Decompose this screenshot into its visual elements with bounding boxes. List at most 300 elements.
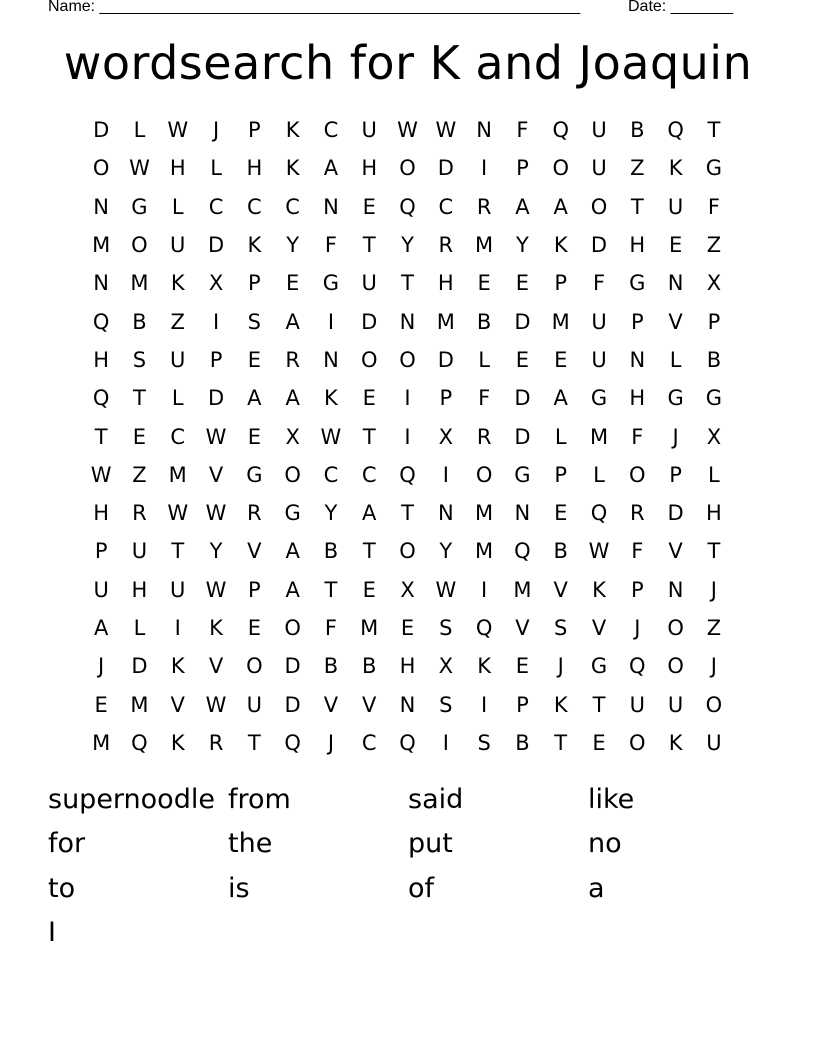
grid-cell: D — [437, 156, 454, 181]
grid-cell: N — [93, 271, 109, 296]
grid-cell: P — [707, 309, 721, 334]
grid-cell: W — [129, 156, 150, 181]
grid-cell: Q — [399, 194, 416, 219]
grid-cell: W — [167, 118, 189, 143]
word-list-item: put — [408, 828, 453, 860]
grid-cell: T — [362, 539, 376, 564]
grid-cell: D — [514, 424, 531, 449]
grid-cell: K — [247, 233, 262, 258]
grid-cell: N — [476, 118, 492, 143]
grid-cell: H — [131, 577, 148, 602]
grid-cell: J — [557, 654, 564, 679]
grid-cell: N — [323, 194, 339, 219]
grid-cell: A — [285, 386, 300, 411]
grid-cell: O — [246, 654, 263, 679]
grid-cell: J — [634, 616, 641, 640]
grid-cell: V — [208, 462, 224, 487]
grid-cell: V — [668, 539, 683, 564]
grid-cell: T — [554, 730, 568, 755]
grid-cell: U — [629, 692, 645, 717]
grid-cell: K — [668, 730, 683, 755]
grid-cell: G — [590, 386, 608, 411]
grid-cell: H — [246, 156, 263, 181]
grid-cell: C — [361, 730, 377, 755]
grid-cell: R — [476, 424, 492, 449]
grid-cell: K — [170, 271, 185, 296]
word-list-item: the — [228, 828, 273, 860]
grid-cell: H — [93, 347, 110, 372]
grid-cell: Z — [132, 462, 147, 487]
grid-cell: O — [284, 616, 301, 640]
grid-cell: Q — [92, 309, 110, 334]
grid-cell: X — [400, 577, 415, 602]
grid-cell: Z — [170, 309, 185, 334]
grid-cell: W — [205, 501, 227, 526]
grid-cell: S — [439, 616, 453, 640]
grid-cell: H — [629, 233, 646, 258]
grid-cell: M — [513, 577, 532, 602]
grid-cell: W — [205, 692, 227, 717]
grid-cell: D — [284, 692, 301, 717]
grid-cell: G — [629, 271, 646, 296]
grid-cell: R — [438, 233, 454, 258]
grid-cell: O — [705, 692, 723, 717]
grid-cell: G — [705, 386, 723, 411]
grid-cell: J — [327, 730, 335, 755]
grid-cell: P — [630, 309, 644, 334]
grid-cell: D — [361, 309, 378, 334]
grid-cell: Z — [706, 616, 722, 640]
grid-cell: C — [170, 424, 186, 449]
grid-cell: K — [477, 654, 491, 679]
letter-grid — [82, 111, 733, 762]
grid-cell: Q — [475, 616, 493, 640]
grid-cell: D — [207, 386, 225, 411]
grid-cell: V — [247, 539, 262, 564]
grid-cell: R — [285, 347, 300, 372]
grid-cell: O — [131, 233, 148, 258]
grid-cell: N — [629, 347, 646, 372]
grid-cell: I — [481, 577, 488, 602]
grid-cell: K — [170, 654, 185, 679]
grid-cell: I — [442, 462, 449, 487]
grid-cell: A — [93, 616, 109, 640]
grid-cell: U — [591, 118, 607, 143]
grid-cell: Q — [590, 501, 608, 526]
grid-cell: P — [630, 577, 644, 602]
grid-cell: T — [707, 539, 721, 564]
grid-cell: E — [515, 347, 530, 372]
grid-cell: T — [362, 233, 376, 258]
grid-cell: I — [404, 386, 411, 411]
grid-cell: M — [130, 271, 149, 296]
grid-cell: B — [362, 654, 377, 679]
grid-cell: U — [246, 692, 263, 717]
grid-cell: T — [247, 730, 261, 755]
grid-cell: O — [667, 616, 684, 640]
grid-cell: T — [401, 271, 414, 296]
grid-cell: I — [212, 309, 220, 334]
grid-cell: V — [323, 692, 339, 717]
grid-cell: L — [171, 194, 184, 219]
grid-cell: L — [210, 156, 222, 181]
grid-cell: H — [706, 501, 722, 526]
grid-cell: N — [667, 271, 684, 296]
grid-cell: P — [669, 462, 682, 487]
grid-cell: Q — [399, 730, 416, 755]
grid-cell: K — [170, 730, 185, 755]
grid-cell: U — [170, 347, 186, 372]
word-list-item: is — [228, 872, 250, 904]
grid-cell: G — [284, 501, 301, 526]
grid-cell: M — [360, 616, 379, 640]
grid-cell: G — [131, 194, 148, 219]
grid-cell: M — [551, 309, 570, 334]
grid-cell: C — [285, 194, 300, 219]
grid-cell: A — [515, 194, 530, 219]
grid-cell: E — [554, 501, 568, 526]
grid-cell: R — [247, 501, 262, 526]
grid-cell: C — [438, 194, 454, 219]
grid-cell: F — [631, 539, 644, 564]
grid-cell: Q — [667, 118, 684, 143]
grid-cell: O — [667, 654, 684, 679]
grid-cell: C — [208, 194, 224, 219]
grid-cell: F — [324, 616, 337, 640]
grid-cell: U — [170, 233, 186, 258]
grid-cell: B — [630, 118, 645, 143]
grid-cell: G — [514, 462, 531, 487]
grid-cell: P — [554, 271, 568, 296]
grid-cell: P — [248, 271, 261, 296]
grid-cell: O — [399, 539, 416, 564]
grid-cell: U — [361, 271, 377, 296]
grid-cell: M — [475, 501, 494, 526]
grid-cell: M — [436, 309, 455, 334]
grid-cell: G — [246, 462, 263, 487]
grid-cell: D — [514, 309, 531, 334]
grid-cell: U — [591, 347, 607, 372]
grid-cell: W — [167, 501, 189, 526]
grid-cell: G — [667, 386, 684, 411]
grid-cell: P — [209, 347, 223, 372]
grid-cell: K — [668, 156, 683, 181]
grid-cell: D — [207, 233, 225, 258]
grid-cell: U — [170, 577, 186, 602]
grid-cell: B — [553, 539, 568, 564]
grid-cell: O — [284, 462, 301, 487]
grid-cell: N — [667, 577, 684, 602]
grid-cell: C — [361, 462, 377, 487]
word-list-item: for — [48, 828, 86, 860]
word-list-item: from — [228, 784, 291, 815]
grid-cell: A — [247, 386, 262, 411]
grid-cell: E — [285, 271, 300, 296]
grid-cell: E — [515, 271, 530, 296]
grid-cell: P — [248, 118, 261, 143]
grid-cell: T — [171, 539, 185, 564]
grid-cell: L — [554, 424, 567, 449]
grid-cell: J — [672, 424, 679, 449]
grid-cell: F — [707, 194, 720, 219]
grid-cell: O — [399, 156, 416, 181]
grid-cell: O — [360, 347, 378, 372]
grid-cell: N — [399, 309, 416, 334]
word-list-item: supernoodle — [48, 784, 215, 815]
grid-cell: U — [667, 692, 684, 717]
grid-cell: H — [437, 271, 454, 296]
grid-cell: Y — [286, 233, 300, 258]
grid-cell: M — [92, 233, 111, 258]
grid-cell: J — [710, 654, 717, 679]
grid-cell: B — [323, 539, 339, 564]
grid-cell: S — [477, 730, 491, 755]
word-list-item: no — [588, 828, 622, 860]
grid-cell: T — [707, 118, 721, 143]
grid-cell: V — [591, 616, 607, 640]
grid-cell: T — [362, 424, 376, 449]
grid-cell: Z — [630, 156, 645, 181]
grid-cell: Y — [516, 233, 529, 258]
grid-cell: X — [706, 271, 722, 296]
grid-cell: E — [247, 347, 261, 372]
grid-cell: A — [362, 501, 377, 526]
grid-cell: E — [362, 386, 376, 411]
grid-cell: W — [397, 118, 418, 143]
grid-cell: E — [477, 271, 491, 296]
grid-cell: B — [323, 654, 339, 679]
grid-cell: B — [476, 309, 492, 334]
grid-cell: I — [404, 424, 411, 449]
grid-cell: E — [592, 730, 606, 755]
grid-cell: T — [630, 194, 644, 219]
grid-cell: R — [630, 501, 645, 526]
grid-cell: O — [590, 194, 608, 219]
name-field: Name: ______________________________________________________ — [48, 0, 581, 15]
grid-cell: L — [171, 386, 184, 411]
grid-cell: V — [515, 616, 530, 640]
grid-cell: C — [323, 462, 339, 487]
grid-cell: F — [324, 233, 337, 258]
grid-cell: G — [705, 156, 723, 181]
grid-cell: L — [133, 118, 146, 143]
grid-cell: A — [323, 156, 339, 181]
grid-cell: F — [478, 386, 491, 411]
grid-cell: V — [208, 654, 224, 679]
grid-cell: O — [629, 730, 646, 755]
grid-cell: I — [442, 730, 449, 755]
grid-cell: F — [592, 271, 606, 296]
grid-cell: K — [324, 386, 338, 411]
grid-cell: Q — [629, 654, 646, 679]
grid-cell: J — [212, 118, 220, 143]
grid-cell: R — [208, 730, 224, 755]
grid-cell: M — [92, 730, 111, 755]
grid-cell: V — [553, 577, 568, 602]
grid-cell: V — [170, 692, 185, 717]
grid-cell: K — [285, 156, 300, 181]
grid-cell: K — [209, 616, 223, 640]
grid-cell: D — [131, 654, 148, 679]
grid-cell: E — [400, 616, 415, 640]
grid-cell: R — [132, 501, 147, 526]
grid-cell: Q — [92, 386, 110, 411]
grid-cell: O — [552, 156, 569, 181]
grid-cell: X — [706, 424, 722, 449]
grid-cell: P — [439, 386, 453, 411]
grid-cell: Y — [324, 501, 338, 526]
grid-cell: E — [362, 194, 376, 219]
grid-cell: L — [133, 616, 146, 640]
word-list-item: of — [408, 872, 435, 904]
grid-cell: K — [592, 577, 606, 602]
grid-cell: T — [324, 577, 338, 602]
page-title: wordsearch for K and Joaquin — [63, 36, 753, 90]
grid-cell: F — [631, 424, 644, 449]
grid-cell: W — [90, 462, 112, 487]
grid-cell: Q — [284, 730, 301, 755]
grid-cell: H — [169, 156, 186, 181]
grid-cell: N — [93, 194, 109, 219]
word-list — [48, 778, 768, 955]
grid-cell: B — [706, 347, 722, 372]
grid-cell: B — [132, 309, 147, 334]
grid-cell: D — [93, 118, 110, 143]
grid-cell: V — [668, 309, 683, 334]
grid-cell: E — [247, 424, 261, 449]
grid-cell: A — [285, 577, 300, 602]
grid-cell: D — [437, 347, 454, 372]
grid-cell: Z — [706, 233, 722, 258]
grid-cell: S — [132, 347, 147, 372]
grid-cell: U — [591, 309, 607, 334]
grid-cell: Q — [131, 730, 148, 755]
grid-cell: E — [132, 424, 147, 449]
grid-cell: P — [516, 156, 529, 181]
grid-cell: N — [514, 501, 531, 526]
word-list-item: like — [588, 784, 635, 815]
grid-cell: Q — [552, 118, 569, 143]
grid-cell: U — [131, 539, 148, 564]
grid-cell: T — [94, 424, 108, 449]
grid-cell: M — [130, 692, 149, 717]
grid-cell: S — [439, 692, 453, 717]
grid-cell: K — [553, 692, 568, 717]
grid-cell: Y — [401, 233, 414, 258]
word-list-item: a — [588, 872, 605, 904]
grid-cell: L — [708, 462, 720, 487]
grid-cell: A — [285, 539, 300, 564]
grid-cell: I — [174, 616, 181, 640]
grid-cell: M — [589, 424, 609, 449]
grid-cell: K — [285, 118, 300, 143]
grid-cell: I — [327, 309, 335, 334]
grid-cell: W — [588, 539, 610, 564]
grid-cell: M — [475, 539, 494, 564]
word-list-item: to — [48, 872, 76, 904]
grid-cell: W — [205, 577, 227, 602]
grid-cell: T — [592, 692, 606, 717]
grid-cell: U — [706, 730, 722, 755]
grid-cell: C — [247, 194, 262, 219]
grid-cell: Y — [209, 539, 223, 564]
grid-cell: U — [93, 577, 109, 602]
grid-cell: Q — [514, 539, 531, 564]
grid-cell: X — [208, 271, 224, 296]
grid-cell: X — [285, 424, 300, 449]
grid-cell: D — [667, 501, 684, 526]
grid-cell: E — [94, 692, 108, 717]
grid-cell: E — [247, 616, 261, 640]
grid-cell: A — [553, 194, 568, 219]
grid-cell: K — [553, 233, 568, 258]
grid-cell: W — [435, 577, 457, 602]
grid-cell: O — [629, 462, 646, 487]
date-field: Date: _______ — [628, 0, 733, 15]
word-list-item: said — [408, 784, 464, 815]
grid-cell: T — [133, 386, 146, 411]
grid-cell: H — [361, 156, 378, 181]
grid-cell: I — [481, 692, 488, 717]
grid-cell: Q — [399, 462, 416, 487]
grid-cell: N — [323, 347, 339, 372]
grid-cell: H — [93, 501, 110, 526]
grid-cell: E — [515, 654, 530, 679]
grid-cell: D — [284, 654, 301, 679]
grid-cell: C — [323, 118, 339, 143]
grid-cell: P — [516, 692, 529, 717]
grid-cell: L — [593, 462, 605, 487]
grid-cell: U — [591, 156, 607, 181]
grid-cell: O — [475, 462, 493, 487]
grid-cell: A — [553, 386, 568, 411]
grid-cell: I — [481, 156, 488, 181]
grid-cell: J — [98, 654, 105, 679]
grid-cell: F — [516, 118, 529, 143]
grid-cell: G — [590, 654, 608, 679]
grid-cell: P — [554, 462, 568, 487]
grid-cell: X — [438, 424, 454, 449]
grid-cell: E — [554, 347, 568, 372]
grid-cell: W — [435, 118, 457, 143]
grid-cell: W — [205, 424, 227, 449]
grid-cell: N — [437, 501, 454, 526]
grid-cell: S — [247, 309, 261, 334]
grid-cell: Y — [439, 539, 453, 564]
grid-cell: A — [285, 309, 300, 334]
grid-cell: O — [399, 347, 416, 372]
grid-cell: W — [320, 424, 342, 449]
grid-cell: H — [629, 386, 646, 411]
grid-cell: T — [401, 501, 414, 526]
grid-cell: V — [362, 692, 377, 717]
grid-cell: M — [168, 462, 187, 487]
grid-cell: P — [94, 539, 108, 564]
grid-cell: N — [399, 692, 416, 717]
grid-cell: M — [475, 233, 494, 258]
grid-cell: S — [554, 616, 568, 640]
grid-cell: L — [669, 347, 682, 372]
grid-cell: E — [668, 233, 683, 258]
grid-cell: R — [476, 194, 492, 219]
grid-cell: E — [362, 577, 376, 602]
word-list-item: I — [48, 916, 56, 948]
grid-cell: G — [322, 271, 340, 296]
grid-cell: J — [710, 577, 717, 602]
grid-cell: L — [478, 347, 490, 372]
grid-cell: U — [667, 194, 684, 219]
grid-cell: U — [361, 118, 377, 143]
